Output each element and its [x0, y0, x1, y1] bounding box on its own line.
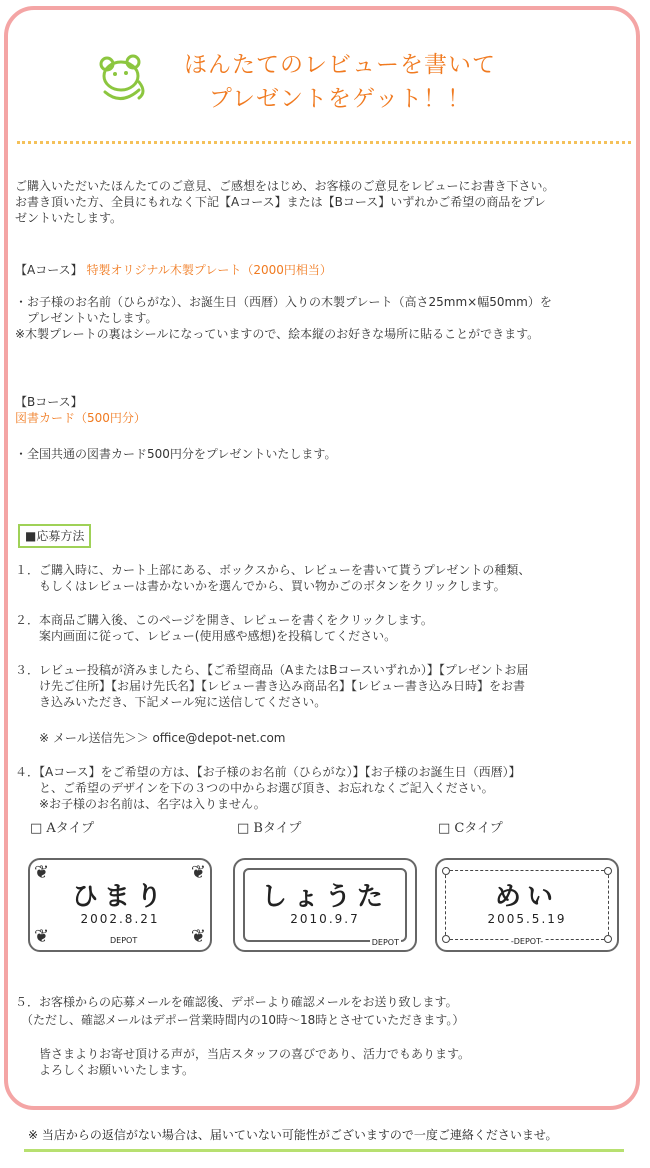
ornament-icon: ❦	[34, 926, 50, 947]
closing-text: 皆さまよりお寄せ頂ける声が，当店スタッフの喜びであり、活力でもあります。	[15, 1047, 471, 1061]
hole-icon	[442, 867, 450, 875]
intro-text: ご購入いただいたほんたてのご意見、ご感想をはじめ、お客様のご意見をレビューにお書き下さい。	[15, 179, 555, 193]
green-divider	[24, 1149, 624, 1152]
course-b-label: 【Bコース】	[15, 395, 83, 409]
course-a-heading: 【Aコース】 特製オリジナル木製プレート（2000円相当）	[15, 263, 332, 277]
plate-type-a	[28, 858, 212, 952]
step-1: １．ご購入時に、カート上部にある、ボックスから、レビューを書いて貰うプレゼントの種類、	[15, 563, 531, 577]
plate-name: めい	[494, 882, 559, 912]
step-5: ５．お客様からの応募メールを確認後、デポーより確認メールをお送り致します。	[15, 995, 458, 1009]
step-2: ２．本商品ご購入後、このページを開き、レビューを書くをクリックします。	[15, 613, 433, 627]
course-b-title: 図書カード（500円分）	[15, 411, 146, 425]
step-5: （ただし、確認メールはデポー営業時間内の10時～18時とさせていただきます。）	[15, 1013, 465, 1027]
step-2: 案内画面に従って、レビュー(使用感や感想)を投稿してください。	[15, 629, 397, 643]
type-b-checkbox[interactable]: □ Bタイプ	[237, 821, 302, 836]
step-3: ３．レビュー投稿が済みましたら、【ご希望商品（AまたはBコースいずれか）】【プレゼントお届	[15, 663, 529, 677]
course-a-text: プレゼントいたします。	[15, 311, 158, 325]
course-b-text: ・全国共通の図書カード500円分をプレゼントいたします。	[15, 447, 337, 461]
page-title: ほんたてのレビューを書いて プレゼントをゲット！！	[184, 52, 496, 112]
plate-name: ひまり	[71, 882, 168, 912]
course-a-text: ・お子様のお名前（ひらがな）、お誕生日（西暦）入りの木製プレート（高さ25mm×幅50mm）を	[15, 295, 552, 309]
step-3: け先ご住所】【お届け先氏名】【レビュー書き込み商品名】【レビュー書き込み日時】をお書	[15, 679, 526, 693]
bear-icon	[95, 52, 151, 108]
course-a-text: ※木製プレートの裏はシールになっていますので、絵本縦のお好きな場所に貼ることができます。	[15, 327, 540, 341]
ornament-icon: ❦	[34, 862, 50, 883]
step-4: と、ご希望のデザインを下の３つの中からお選び頂き、お忘れなくご記入ください。	[15, 781, 494, 795]
hole-icon	[604, 867, 612, 875]
plate-depot: DEPOT	[371, 938, 399, 947]
plate-name: しょうた	[260, 882, 389, 912]
plate-depot: DEPOT	[110, 936, 138, 945]
plate-date: 2005.5.19	[487, 912, 567, 926]
mail-address: ※ メール送信先＞＞ office@depot-net.com	[15, 731, 286, 745]
step-4: ※お子様のお名前は、名字は入りません。	[15, 797, 266, 811]
intro-text: ゼントいたします。	[15, 211, 123, 225]
ornament-icon: ❦	[190, 926, 206, 947]
plate-date: 2002.8.21	[80, 912, 160, 926]
plate-type-b	[233, 858, 417, 952]
type-a-checkbox[interactable]: □ Aタイプ	[30, 821, 95, 836]
footer-note: ※ 当店からの返信がない場合は、届いていない可能性がございますので一度ご連絡くださいませ。	[28, 1128, 558, 1142]
step-1: もしくはレビューは書かないかを選んでから、買い物かごのボタンをクリックします。	[15, 579, 506, 593]
howto-heading: ■応募方法	[18, 524, 91, 548]
closing-text: よろしくお願いいたします。	[15, 1063, 195, 1077]
plate-depot: -DEPOT-	[510, 937, 544, 946]
step-3: き込みいただき、下記メール宛に送信してください。	[15, 695, 327, 709]
dotted-divider	[17, 141, 631, 144]
plate-type-c	[435, 858, 619, 952]
type-c-checkbox[interactable]: □ Cタイプ	[438, 821, 503, 836]
ornament-icon: ❦	[190, 862, 206, 883]
plate-date: 2010.9.7	[290, 912, 360, 926]
step-4: ４．【Aコース】をご希望の方は、【お子様のお名前（ひらがな）】【お子様のお誕生日（西暦）】	[15, 765, 521, 779]
intro-text: お書き頂いた方、全員にもれなく下記【Aコース】または【Bコース】いずれかご希望の商品をプレ	[15, 195, 546, 209]
